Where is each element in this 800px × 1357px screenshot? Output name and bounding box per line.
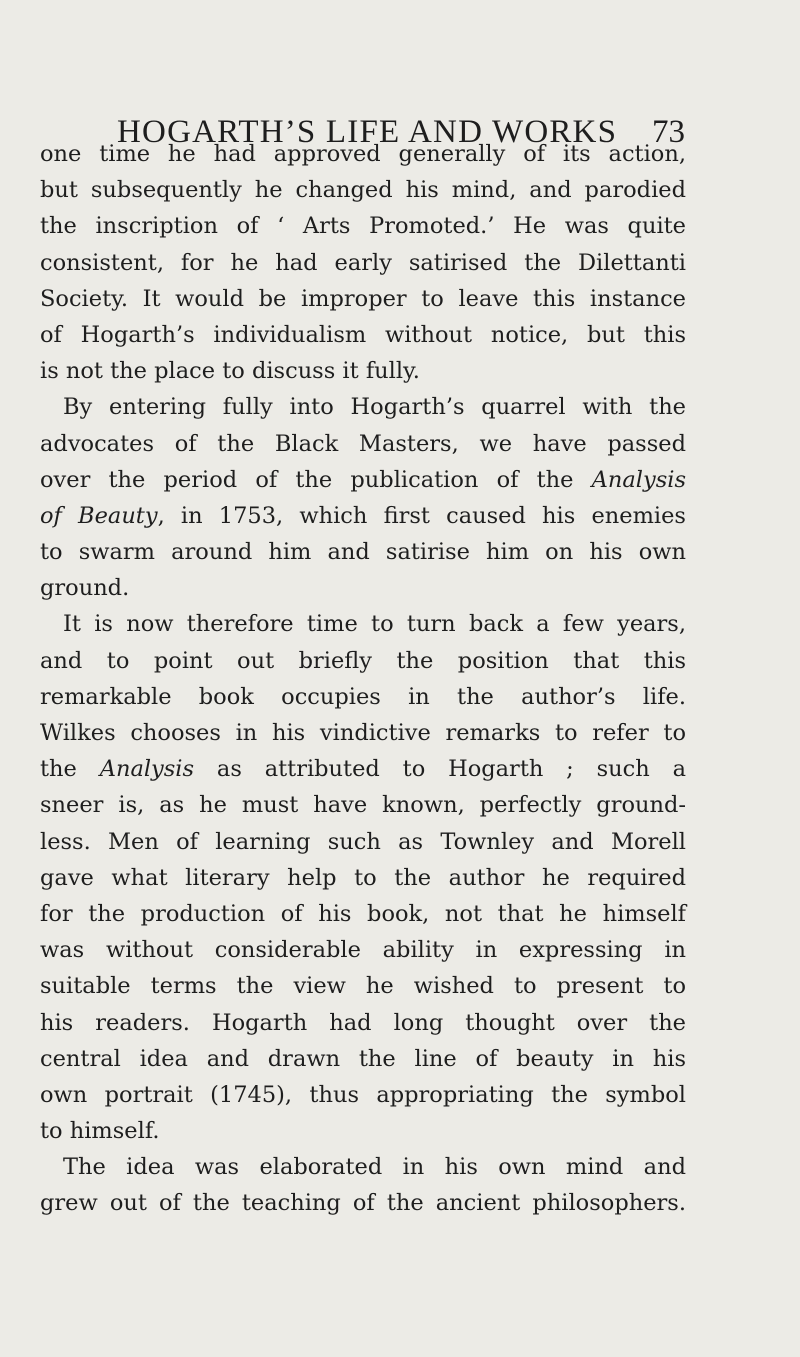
text-line: but subsequently he changed his mind, and parodied [40,177,686,204]
text-line: grew out of the teaching of the ancient philosophers. [40,1190,686,1217]
text-line: and to point out briefly the position that this [40,647,686,674]
text-line: It is now therefore time to turn back a few years, [63,611,686,638]
text-line: ground. [40,575,130,602]
page-number: 73 [652,114,685,150]
paragraph [40,389,686,606]
text-line: of Beauty, in 1753, which first caused his enemies [40,502,686,529]
text-line: over the period of the publication of the Analysis [40,466,686,493]
text-line: sneer is, as he must have known, perfectly ground- [40,792,686,819]
text-line: to swarm around him and satirise him on his own [40,539,686,566]
text-line: remarkable book occupies in the author’s life. [40,683,686,710]
paragraph [40,1149,686,1221]
text-line: The idea was elaborated in his own mind and [63,1154,686,1181]
text-line: gave what literary help to the author he required [40,864,686,891]
text-line: own portrait (1745), thus appropriating the symbol [40,1081,686,1108]
text-line: the inscription of ‘ Arts Promoted.’ He was quite [40,213,686,240]
text-line: central idea and drawn the line of beauty in his [40,1045,686,1072]
text-line: is not the place to discuss it fully. [40,358,420,385]
text-line: was without considerable ability in expressing in [40,937,686,964]
text-line: consistent, for he had early satirised the Dilettanti [40,249,686,276]
text-line: less. Men of learning such as Townley and Morell [40,828,686,855]
text-line: the Analysis as attributed to Hogarth ; such a [40,756,686,783]
text-line: one time he had approved generally of its action, [40,141,686,167]
text-line: to himself. [40,1118,160,1145]
text-line: for the production of his book, not that he himself [40,900,686,927]
text-line: advocates of the Black Masters, we have passed [40,430,686,457]
text-line: his readers. Hogarth had long thought over the [40,1009,686,1036]
text-line: Society. It would be improper to leave this instance [40,285,686,312]
running-title: HOGARTH’S LIFE AND WORKS [117,114,618,150]
paragraph [40,136,686,389]
text-line: Wilkes chooses in his vindictive remarks to refer to [40,720,686,746]
text-line: of Hogarth’s individualism without notice, but this [40,321,686,348]
text-line: By entering fully into Hogarth’s quarrel with the [63,394,686,421]
text-line: suitable terms the view he wished to present to [40,973,686,1000]
paragraph [40,606,686,1149]
body-text [40,136,686,1222]
